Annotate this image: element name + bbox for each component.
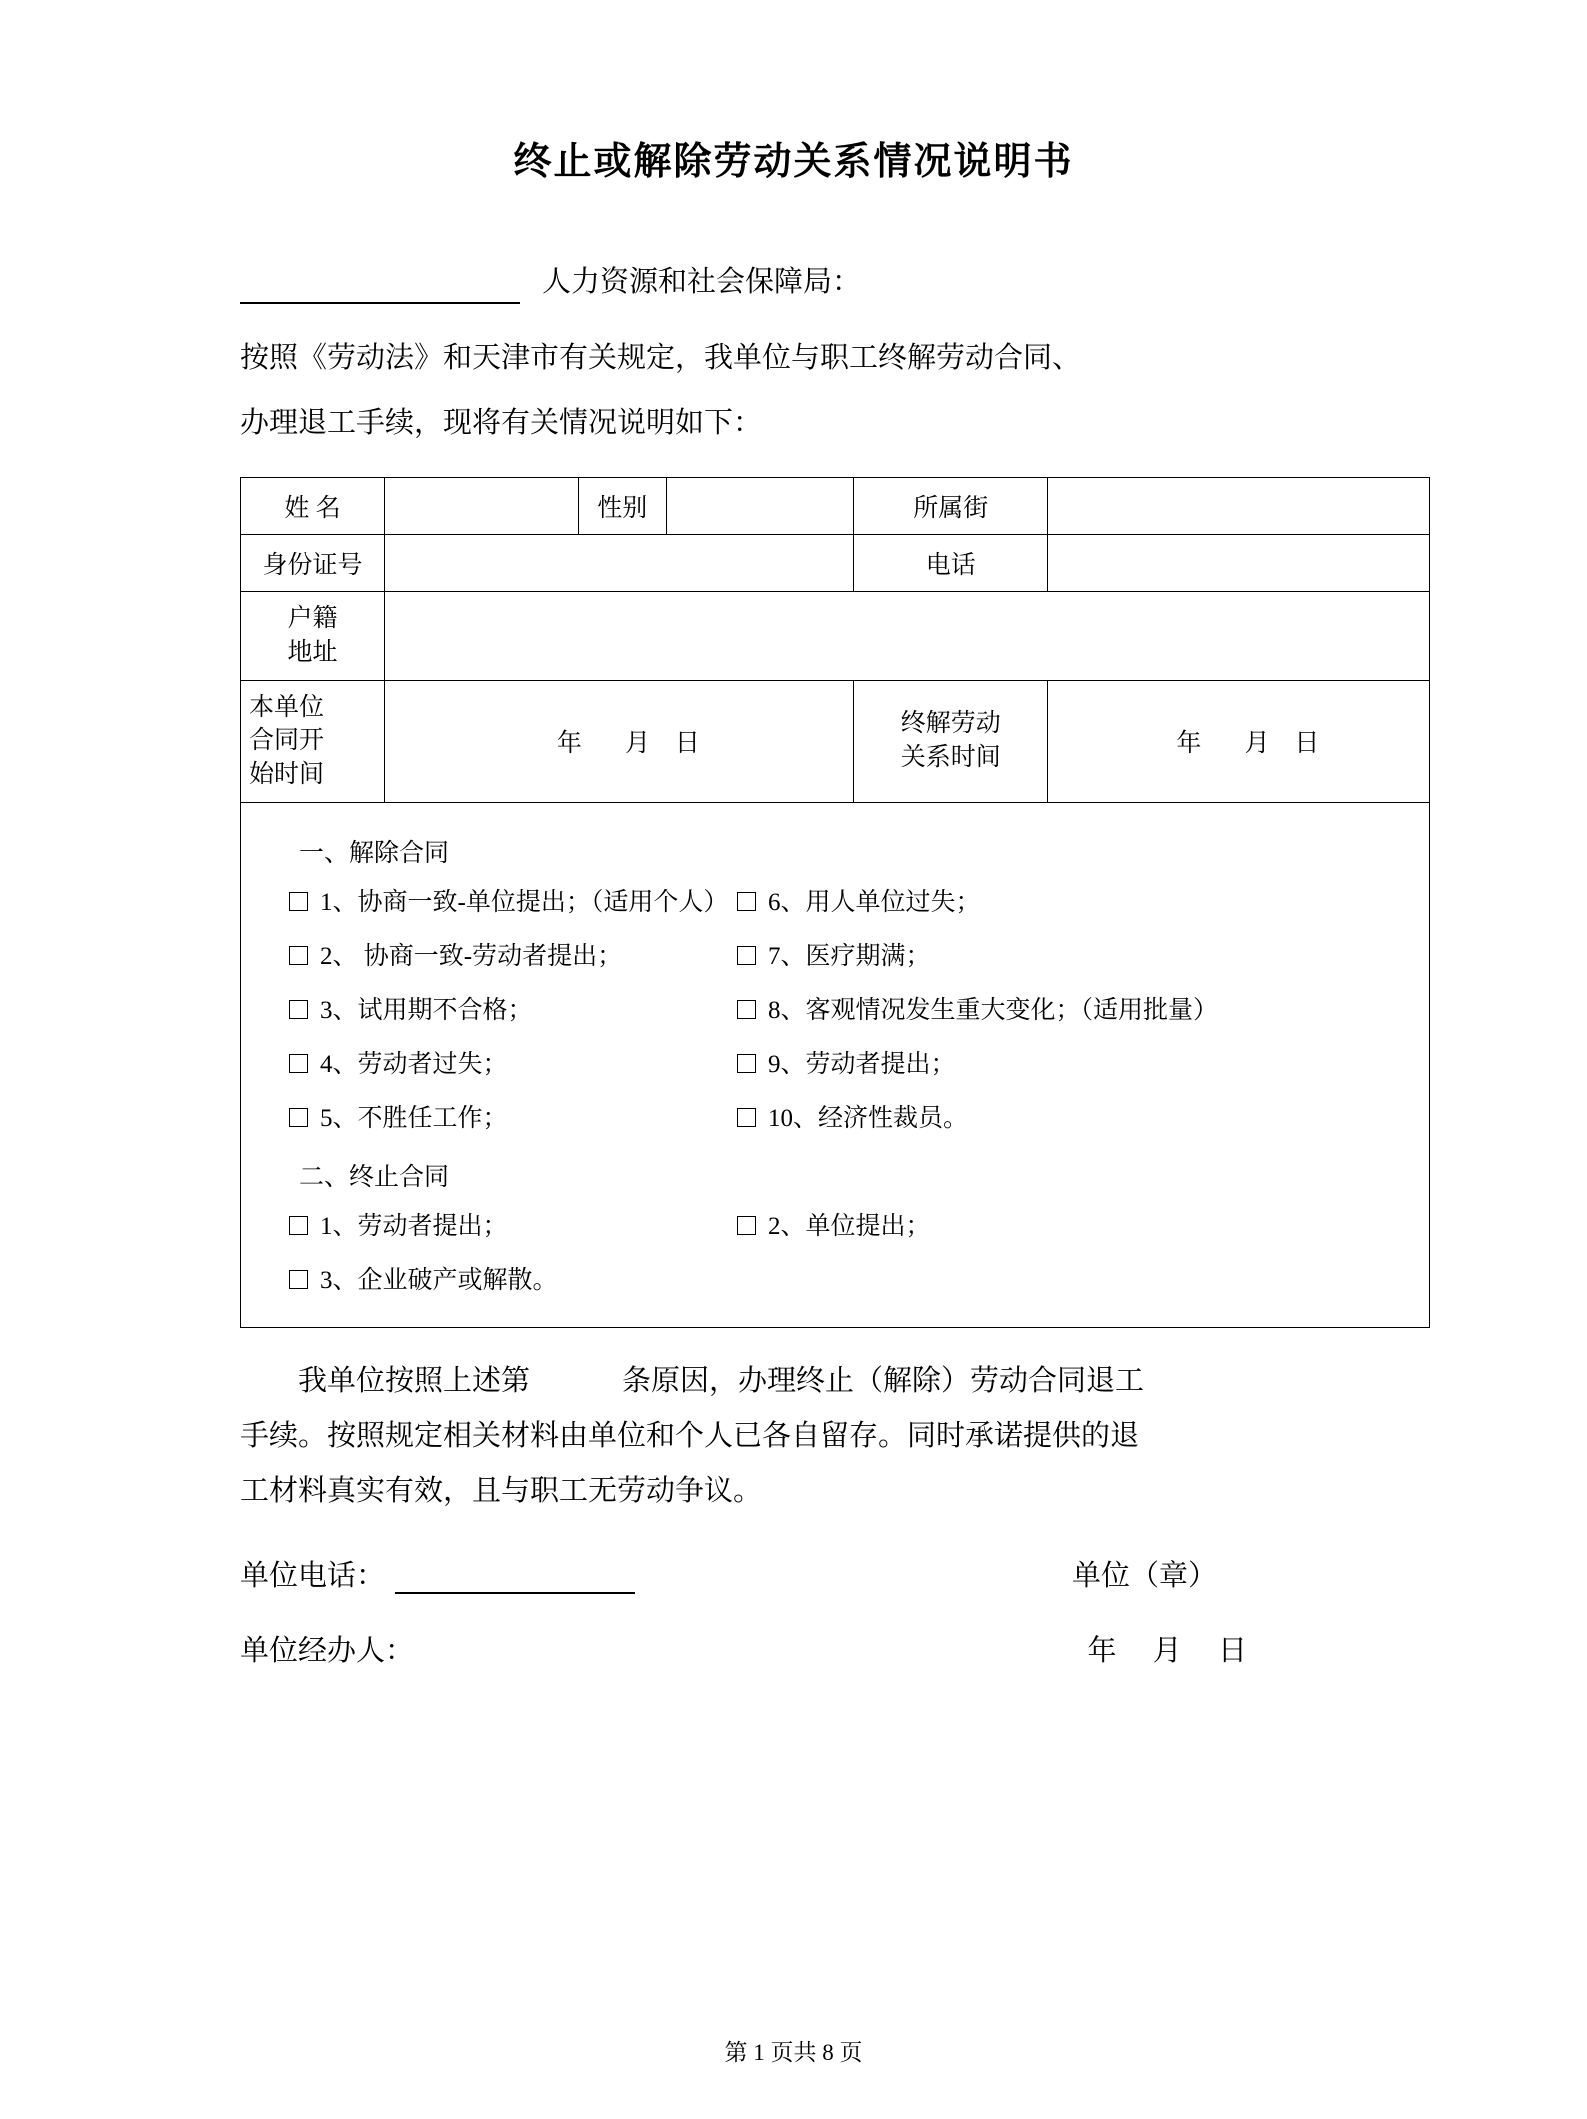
field-id-number[interactable] bbox=[384, 535, 853, 592]
signature-block bbox=[0, 1553, 1587, 1669]
closing-line1-b: 条原因，办理终止（解除）劳动合同退工 bbox=[622, 1364, 1145, 1397]
label-household-line2: 地址 bbox=[287, 638, 338, 666]
checkbox-label: 4、劳动者过失； bbox=[320, 1050, 508, 1078]
checkbox-label: 1、协商一致-单位提出；（适用个人） bbox=[320, 888, 729, 916]
label-termination-line2: 关系时间 bbox=[900, 744, 1001, 772]
checkbox-option-5[interactable] bbox=[241, 1098, 721, 1134]
checkbox-option-10[interactable] bbox=[721, 1098, 968, 1134]
reasons-cell bbox=[241, 802, 1430, 1327]
checkbox-row bbox=[241, 981, 1429, 1035]
intro-paragraph-line2: 办理退工手续，现将有关情况说明如下： bbox=[240, 406, 763, 439]
checkbox-row bbox=[241, 1035, 1429, 1089]
field-street[interactable] bbox=[1048, 478, 1430, 535]
end-date-year: 年 bbox=[1176, 730, 1202, 758]
checkbox-row bbox=[241, 1089, 1429, 1143]
field-gender[interactable] bbox=[666, 478, 854, 535]
section-heading-end-contract: 二、终止合同 bbox=[299, 1163, 450, 1191]
checkbox-option-8[interactable] bbox=[721, 990, 1218, 1026]
checkbox-label: 10、经济性裁员。 bbox=[768, 1104, 969, 1132]
checkbox-option-9[interactable] bbox=[721, 1044, 956, 1080]
end-date-day: 日 bbox=[1294, 730, 1320, 758]
document-page bbox=[0, 130, 1587, 2119]
checkbox-row bbox=[241, 1251, 1429, 1305]
employee-info-table bbox=[240, 477, 1430, 1328]
checkbox-icon[interactable] bbox=[737, 946, 756, 965]
unit-phone-field[interactable] bbox=[395, 1562, 635, 1594]
table-row bbox=[241, 478, 1430, 535]
checkbox-icon[interactable] bbox=[737, 892, 756, 911]
checkbox-icon[interactable] bbox=[737, 1000, 756, 1019]
field-contract-start-date[interactable] bbox=[384, 680, 853, 802]
checkbox-option-7[interactable] bbox=[721, 936, 931, 972]
checkbox-icon[interactable] bbox=[289, 1216, 308, 1235]
checkbox-icon[interactable] bbox=[289, 946, 308, 965]
sig-date-day: 日 bbox=[1217, 1635, 1247, 1668]
checkbox-label: 3、试用期不合格； bbox=[320, 996, 533, 1024]
label-gender: 性别 bbox=[578, 478, 666, 535]
checkbox-icon[interactable] bbox=[737, 1216, 756, 1235]
table-row-checkboxes bbox=[241, 802, 1430, 1327]
label-contract-start-line3: 始时间 bbox=[249, 761, 325, 789]
checkbox-row bbox=[241, 927, 1429, 981]
checkbox-icon[interactable] bbox=[289, 1054, 308, 1073]
signature-row-phone bbox=[240, 1553, 1357, 1594]
checkbox-icon[interactable] bbox=[289, 1108, 308, 1127]
label-id-number: 身份证号 bbox=[241, 535, 385, 592]
checkbox-option-2[interactable] bbox=[241, 936, 721, 972]
label-contract-start bbox=[241, 680, 385, 802]
page-title: 终止或解除劳动关系情况说明书 bbox=[513, 141, 1074, 183]
checkbox-label: 2、单位提出； bbox=[768, 1212, 931, 1240]
checkbox-option-3[interactable] bbox=[241, 990, 721, 1026]
checkbox-label: 6、用人单位过失； bbox=[768, 888, 981, 916]
label-name: 姓 名 bbox=[241, 478, 385, 535]
sig-date-year: 年 bbox=[1087, 1635, 1117, 1668]
checkbox-icon[interactable] bbox=[737, 1054, 756, 1073]
table-row bbox=[241, 680, 1430, 802]
checkbox-label: 9、劳动者提出； bbox=[768, 1050, 956, 1078]
unit-seal-label: 单位（章） bbox=[1071, 1560, 1217, 1593]
label-street: 所属街 bbox=[854, 478, 1048, 535]
closing-line2: 手续。按照规定相关材料由单位和个人已各自留存。同时承诺提供的退 bbox=[240, 1419, 1140, 1452]
unit-handler-label: 单位经办人： bbox=[240, 1635, 415, 1668]
field-termination-date[interactable] bbox=[1048, 680, 1430, 802]
checkbox-row bbox=[241, 873, 1429, 927]
signature-row-handler bbox=[240, 1628, 1357, 1669]
recipient-blank-field[interactable] bbox=[240, 266, 520, 304]
page-footer: 第 1 页共 8 页 bbox=[724, 2040, 863, 2065]
checkbox-row bbox=[241, 1197, 1429, 1251]
table-row bbox=[241, 592, 1430, 681]
label-contract-start-line2: 合同开 bbox=[249, 727, 325, 755]
signature-date[interactable] bbox=[1087, 1628, 1357, 1669]
checkbox-label: 3、企业破产或解散。 bbox=[320, 1266, 558, 1294]
start-date-day: 日 bbox=[674, 730, 700, 758]
intro-paragraph-line1: 按照《劳动法》和天津市有关规定，我单位与职工终解劳动合同、 bbox=[240, 342, 1082, 374]
field-household-address[interactable] bbox=[384, 592, 1429, 681]
checkbox-label: 2、 协商一致-劳动者提出； bbox=[320, 942, 623, 970]
end-checkbox-option-2[interactable] bbox=[721, 1206, 931, 1242]
start-date-month: 月 bbox=[625, 730, 651, 758]
label-household-address bbox=[241, 592, 385, 681]
start-date-year: 年 bbox=[556, 730, 582, 758]
field-phone[interactable] bbox=[1048, 535, 1430, 592]
checkbox-icon[interactable] bbox=[289, 1000, 308, 1019]
checkbox-icon[interactable] bbox=[289, 892, 308, 911]
field-name[interactable] bbox=[384, 478, 578, 535]
label-household-line1: 户籍 bbox=[287, 605, 338, 633]
label-termination-time bbox=[854, 680, 1048, 802]
closing-line3: 工材料真实有效，且与职工无劳动争议。 bbox=[240, 1475, 763, 1508]
recipient-row bbox=[0, 263, 1587, 304]
table-row bbox=[241, 535, 1430, 592]
checkbox-label: 7、医疗期满； bbox=[768, 942, 931, 970]
label-phone: 电话 bbox=[854, 535, 1048, 592]
recipient-label: 人力资源和社会保障局： bbox=[542, 266, 862, 298]
closing-line1-a: 我单位按照上述第 bbox=[298, 1364, 531, 1397]
checkbox-label: 5、不胜任工作； bbox=[320, 1104, 508, 1132]
checkbox-icon[interactable] bbox=[737, 1108, 756, 1127]
checkbox-option-6[interactable] bbox=[721, 882, 981, 918]
end-date-month: 月 bbox=[1244, 730, 1270, 758]
sig-date-month: 月 bbox=[1152, 1635, 1182, 1668]
checkbox-option-4[interactable] bbox=[241, 1044, 721, 1080]
label-contract-start-line1: 本单位 bbox=[249, 693, 325, 721]
end-checkbox-option-3[interactable] bbox=[241, 1260, 721, 1296]
section-heading-terminate-contract: 一、解除合同 bbox=[299, 839, 450, 867]
unit-phone-label: 单位电话： bbox=[240, 1560, 386, 1593]
label-termination-line1: 终解劳动 bbox=[900, 710, 1001, 738]
checkbox-option-1[interactable] bbox=[241, 882, 729, 918]
checkbox-label: 8、客观情况发生重大变化；（适用批量） bbox=[768, 996, 1219, 1024]
checkbox-icon[interactable] bbox=[289, 1270, 308, 1289]
end-checkbox-option-1[interactable] bbox=[241, 1206, 721, 1242]
closing-statement bbox=[0, 1354, 1587, 1519]
checkbox-label: 1、劳动者提出； bbox=[320, 1212, 508, 1240]
